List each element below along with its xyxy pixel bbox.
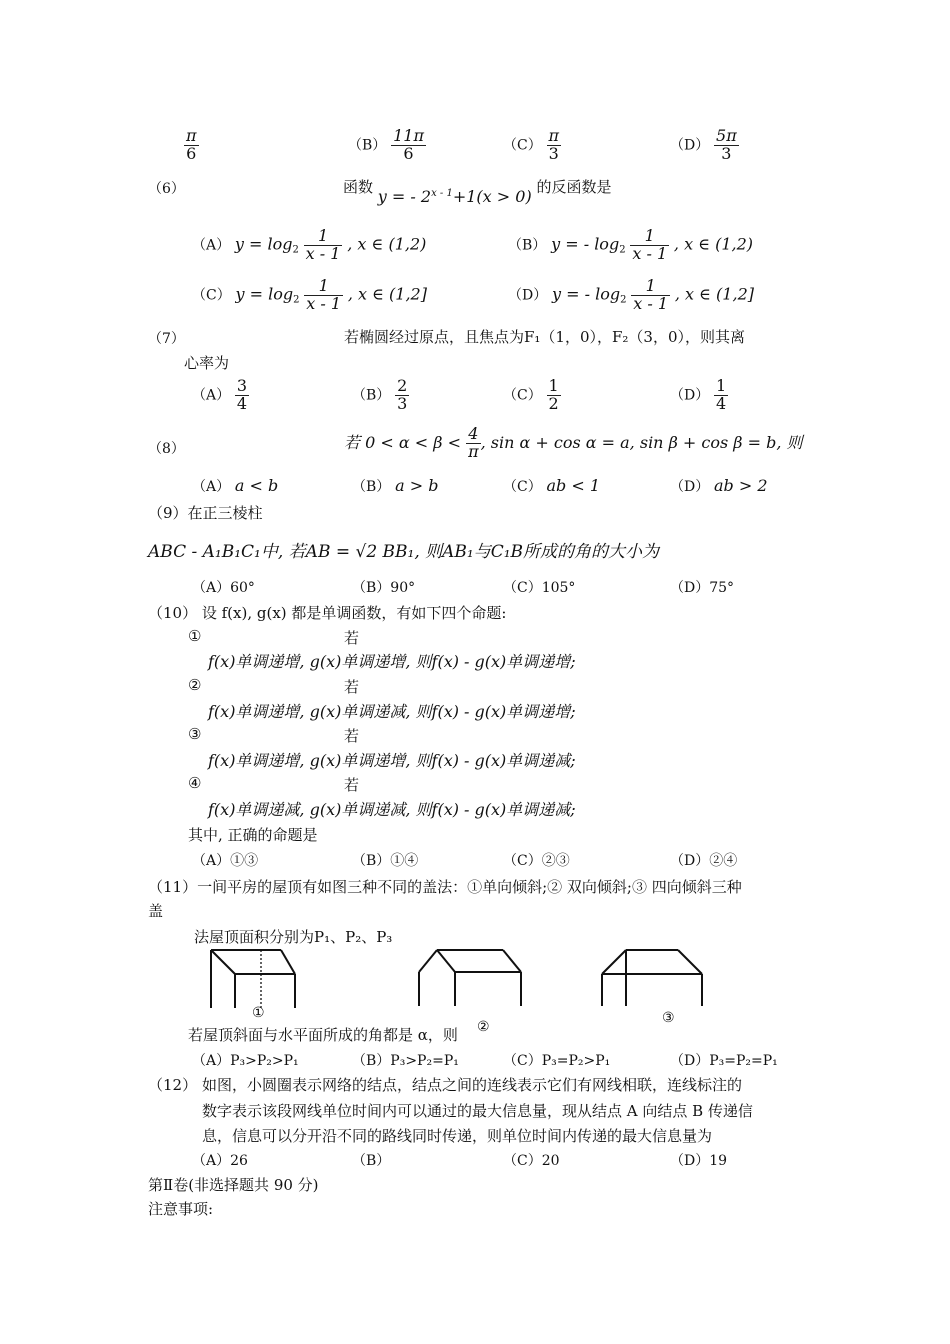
q8-option-a [192,476,278,496]
q7-c-den: 2 [548,393,559,413]
q8-number: （8） [148,441,185,457]
q5-c-label: （C） [503,137,542,154]
q7-stem-line2: 心率为 [184,354,230,372]
q12-number: （12） [148,1076,198,1094]
fig-label-3: ③ [662,1010,675,1026]
q7-b-label: （B） [352,387,391,404]
q8-stem-pre: 若 0 < α < β < [344,432,461,452]
q11-option-d: （D）P₃=P₂=P₁ [670,1053,778,1069]
q6-a-lhs: y = log [234,234,293,254]
q11-head: （11）一间平房的屋顶有如图三种不同的盖法：①单向倾斜;② 双向倾斜;③ 四向倾斜三种 [148,878,742,896]
q10-option-d: （D）②④ [670,853,738,869]
q6-c-lhs: y = log [235,284,294,304]
q10-item-4-ruo: 若 [344,776,360,794]
q6-c-den: x - 1 [306,293,342,313]
q6-a-domain: , x ∈ (1,2) [347,234,427,254]
q8-option-b [352,476,438,496]
roof-double-slope-figure [415,946,527,1018]
q11-head-line2: 盖 [148,902,164,920]
q8-b-text: a > b [395,476,439,495]
q7-a-num: 3 [236,376,248,395]
q6-d-lhs: y = - log [552,284,621,304]
q8-frac-den: π [468,441,479,461]
q9-option-d: （D）75° [670,580,735,596]
q6-option-b [508,228,753,263]
q8-a-label: （A） [192,479,231,495]
q6-a-num: 1 [304,228,343,246]
q10-item-3-mark: ③ [188,725,202,743]
q5-option-b [348,128,426,163]
q6-a-base: 2 [292,244,299,256]
q5-option-d [670,128,739,163]
q6-a-label: （A） [192,237,231,254]
q10-item-1-text: f(x)单调递增, g(x)单调递增, 则f(x) - g(x)单调递增; [208,652,576,671]
q10-option-a: （A）①③ [192,853,259,869]
part2-notes: 注意事项: [148,1200,214,1218]
q5-option-a [184,128,199,163]
q7-option-b [352,378,409,413]
q11-option-a: （A）P₃>P₂>P₁ [192,1053,299,1069]
q5-d-num: 5π [716,126,737,145]
q6-a-den: x - 1 [305,243,341,263]
q7-option-a [192,378,249,413]
q6-d-num: 1 [631,278,670,296]
q8-b-label: （B） [352,479,391,495]
q6-stem [343,176,612,206]
q7-stem: 若椭圆经过原点，且焦点为F₁（1，0），F₂（3，0），则其离 [344,328,746,346]
q9-option-b: （B）90° [352,580,416,596]
q7-option-d [670,378,728,413]
q7-b-den: 3 [397,393,408,413]
q7-d-den: 4 [716,393,727,413]
fig-label-1: ① [252,1005,265,1021]
q10-item-2-mark: ② [188,676,202,694]
q8-c-text: ab < 1 [546,476,601,495]
q10-item-3-ruo: 若 [344,727,360,745]
q8-frac-num: 4 [466,426,481,444]
q6-b-num: 1 [630,228,669,246]
q6-c-base: 2 [293,294,300,306]
q6-option-d [508,278,754,313]
q5-b-den: 6 [403,143,414,163]
q10-item-1-mark: ① [188,627,202,645]
q5-d-den: 3 [721,143,732,163]
q6-d-domain: , x ∈ (1,2] [674,284,754,304]
part2-title: 第Ⅱ卷(非选择题共 90 分) [148,1176,319,1194]
q5-c-den: 3 [548,143,559,163]
q10-item-1-ruo: 若 [344,629,360,647]
q8-c-label: （C） [503,479,542,495]
q6-c-domain: , x ∈ (1,2] [347,284,427,304]
q6-d-base: 2 [620,294,627,306]
q11-option-c: （C）P₃=P₂>P₁ [503,1053,611,1069]
q5-b-label: （B） [348,137,387,154]
q10-option-c: （C）②③ [503,853,570,869]
q8-d-text: ab > 2 [714,476,768,495]
q12-option-a: （A）26 [192,1153,248,1169]
q7-d-label: （D） [670,387,710,404]
q6-option-a [192,228,426,263]
q10-head: （10） 设 f(x), g(x) 都是单调函数，有如下四个命题: [148,604,507,622]
q6-b-lhs: y = - log [551,234,620,254]
q10-conclusion: 其中, 正确的命题是 [188,826,318,844]
q6-stem-func-main: y = - 2 [377,187,432,206]
q7-a-den: 4 [236,393,248,413]
q7-a-label: （A） [192,387,231,404]
q8-stem [344,426,803,461]
q5-a-den: 6 [186,143,197,163]
q12-line3: 息，信息可以分开沿不同的路线同时传递，则单位时间内传递的最大信息量为 [202,1127,713,1145]
q7-option-c [503,378,561,413]
q6-b-domain: , x ∈ (1,2) [673,234,754,254]
q6-stem-func [378,187,532,206]
q11-line2: 法屋顶面积分别为P₁、P₂、P₃ [194,928,393,946]
q9-option-c: （C）105° [503,580,576,596]
q7-d-num: 1 [716,376,727,395]
q5-b-num: 11π [393,126,424,145]
q12-option-b: （B） [352,1153,391,1169]
q10-option-b: （B）①④ [352,853,419,869]
q10-item-4-mark: ④ [188,774,202,792]
q6-stem-func-tail: +1(x > 0) [452,187,532,206]
q7-c-num: 1 [548,376,559,395]
q8-option-c [503,476,600,496]
q5-c-num: π [548,126,560,145]
q9-head: （9）在正三棱柱 [148,504,263,522]
q6-stem-exp: x - 1 [431,188,453,199]
q12-option-d: （D）19 [670,1153,728,1169]
q7-number: （7） [148,331,185,347]
q8-d-label: （D） [670,479,710,495]
q8-a-text: a < b [234,476,279,495]
q10-item-2-ruo: 若 [344,678,360,696]
q10-item-2-text: f(x)单调递增, g(x)单调递减, 则f(x) - g(x)单调递增; [208,702,576,721]
q5-option-c [503,128,561,163]
q10-item-3-text: f(x)单调递增, g(x)单调递增, 则f(x) - g(x)单调递减; [208,751,576,770]
q6-c-num: 1 [304,278,343,296]
q7-c-label: （C） [503,387,542,404]
q10-item-4-text: f(x)单调递减, g(x)单调递减, 则f(x) - g(x)单调递减; [208,800,576,819]
q6-number: （6） [148,181,185,197]
q8-stem-post: , sin α + cos α = a, sin β + cos β = b, 则 [480,432,803,452]
q12-option-c: （C）20 [503,1153,560,1169]
q6-b-base: 2 [619,244,626,256]
q8-option-d [670,476,768,496]
q9-option-a: （A）60° [192,580,255,596]
q6-b-label: （B） [508,237,547,254]
q7-b-num: 2 [397,376,408,395]
q5-a-num: π [186,126,197,145]
q11-option-b: （B）P₃>P₂=P₁ [352,1053,459,1069]
q6-option-c [192,278,427,313]
q12-line1: 如图，小圆圈表示网络的结点，结点之间的连线表示它们有网线相联，连线标注的 [202,1076,743,1094]
q6-stem-post: 的反函数是 [536,178,612,196]
q11-stem: 若屋顶斜面与水平面所成的角都是 α，则 [188,1026,458,1044]
q5-d-label: （D） [670,137,710,154]
q6-d-label: （D） [508,287,548,304]
q9-stem: ABC - A₁B₁C₁中, 若AB = √2 BB₁, 则AB₁与C₁B所成的角的大小为 [148,542,660,562]
q6-b-den: x - 1 [632,243,668,263]
q6-d-den: x - 1 [633,293,669,313]
roof-four-slope-figure [598,946,708,1018]
q12-line2: 数字表示该段网线单位时间内可以通过的最大信息量，现从结点 A 向结点 B 传递信 [202,1102,753,1120]
q6-stem-pre: 函数 [343,178,374,196]
fig-label-2: ② [477,1019,490,1035]
q6-c-label: （C） [192,287,231,304]
